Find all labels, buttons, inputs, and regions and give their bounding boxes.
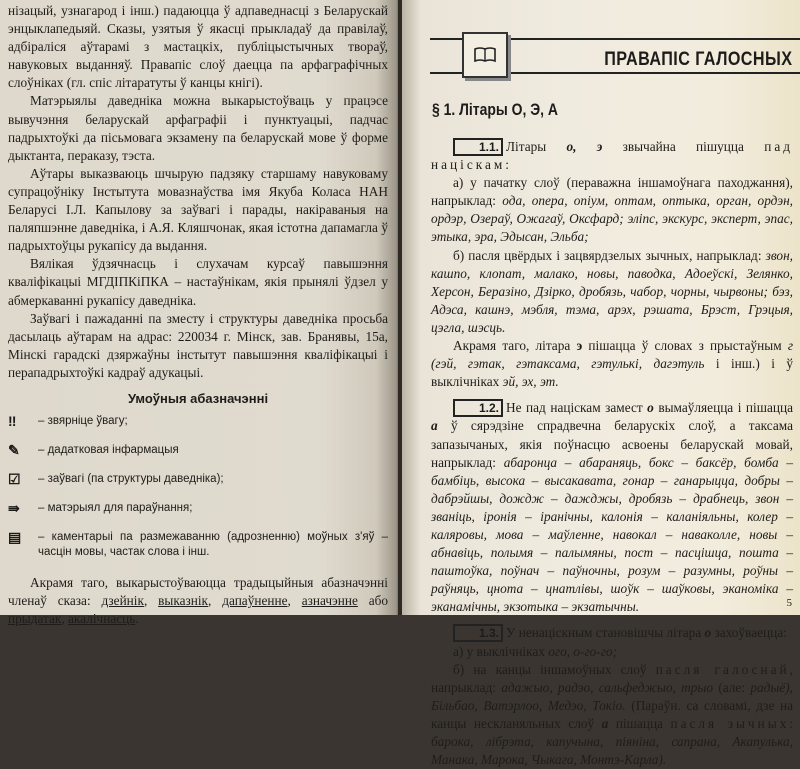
- spaced-text: пасля галоснай: [655, 661, 790, 677]
- text: а) у выклічніках: [453, 643, 549, 659]
- term-predicate: выказнік: [158, 593, 209, 609]
- legend-title: Умоўныя абазначэнні: [127, 390, 269, 406]
- rule-1-2: [431, 399, 793, 616]
- text: ,: [143, 593, 159, 609]
- legend-text: – заўвагі (па структуры даведніка);: [38, 473, 224, 486]
- rule-1-1-extra: [431, 337, 793, 391]
- letter: а: [431, 418, 438, 434]
- text: або: [357, 593, 389, 609]
- chapter-title: ПРАВАПІС ГАЛОСНЫХ: [603, 49, 792, 70]
- text: а) у пачатку слоў (пераважна іншамоўнага паходжання), напрыклад:: [431, 175, 793, 209]
- final-paragraph: [8, 574, 388, 628]
- term-adverbial: акалічнасць: [68, 611, 136, 627]
- paragraph: Аўтары выказваюць шчырую падзяку старшаму навуковаму супрацоўніку Інстытута мовазнаўства імя Якуба Коласа НАН Беларусі І.Л. Капылову за заўвагі і парады, накіраваныя на паляпшэнне даведніка, і А.Я. Кляшчонак, якая істотна дапамагла ў падрыхтоўцы рукапісу да выдання.: [8, 165, 388, 254]
- paragraph: нізацый, узнагарод і інш.) падаюцца ў адпаведнасці з Беларускай энцыклапедыяй. Сказы, узятыя ў якасці прыкладаў да правілаў, адбіраліся аўтарамі з мастацкіх, публіцыстычных твораў, навуковых выданняў. Правапіс слоў даецца па арфаграфічных слоўніках (гл. спіс літаратуты ў канцы кнігі).: [8, 3, 388, 91]
- page-number: 5: [786, 597, 792, 609]
- paragraph: Вялікая ўдзячнасць і слухачам курсаў павышэння кваліфікацыі МГДІПКіПКА – настаўнікам, якія прынялі ўдзел у абмеркаванні рукапісу даведніка.: [8, 256, 388, 308]
- text: Не пад націскам замест: [506, 400, 648, 416]
- examples: абаронца – абараняць, бокс – баксёр, бомба – бамбіць, высока – высакавата, гонар – ганарыцца, добры – дабрэйшы, дождж – дажджы, дробязь – драбнець, звон – званіць, іронія – іранічны, калонія – каланіяльны, колер – каляровы, мова – маўленне, навокал – наваколле, новы – абнавіць, полымя – палымяны, пост – пасцішца, пошта – паштоўка, поўнач – паўночны, розум – разумны, роўны – раўняць, цнота – цнатлівы, шоўк – шаўковы, эканоміка – эканамічны, экзотыка – экзатычны.: [431, 454, 793, 615]
- text: вымаўляецца і пішацца: [653, 400, 794, 416]
- examples: ого, о-го-го;: [548, 643, 618, 659]
- legend-item: [8, 530, 388, 560]
- text: Акрамя таго, літара: [453, 338, 577, 354]
- examples: ода, опера, опіум, оптам, оптыка, орган, ордэн, ордэр, Озераў, Ожагаў, Оксфард; эліпс, экскурс, эксперт, эпас, этыка, эра, Эдысан, Эльба;: [431, 193, 793, 245]
- examples: адажыо, радэо, сальфеджыо, трыо: [501, 679, 714, 695]
- text: ў сярэдзіне спрадвечна беларускіх слоў, а таксама запазычаных, якія поўнасцю асвоены беларускай мовай, напрыклад:: [431, 418, 793, 470]
- text: ,: [61, 611, 69, 627]
- rule-1-3-a: [431, 643, 793, 661]
- text: звычайна пішуцца: [602, 139, 765, 154]
- letter: э: [576, 338, 583, 354]
- term-subject: дзейнік: [101, 593, 144, 609]
- text: , напрыклад:: [431, 661, 793, 695]
- checkbox-icon: ☑: [8, 471, 21, 488]
- double-exclamation-icon: ‼: [8, 413, 17, 430]
- book-gutter: [398, 0, 402, 615]
- spaced-text: пасля зычных: [670, 715, 790, 731]
- text: ,: [208, 593, 223, 609]
- term-object: дапаўненне: [222, 593, 288, 609]
- letter: о: [704, 625, 712, 641]
- examples: барока, лібрэта, капучына, піяніна, сапрана, Акапулька, Манака, Марока, Чыкага, Монтэ-Карла).: [431, 734, 793, 768]
- text: Акрамя таго, выкарыстоўваюцца традыцыйныя абазначэнні членаў сказа:: [8, 575, 388, 609]
- rule-1-1-a: [431, 174, 793, 246]
- arrow-right-icon: ⇛: [8, 500, 20, 517]
- text: захоўваецца:: [711, 625, 787, 641]
- spaced-text: пад націскам:: [431, 139, 793, 173]
- letter: о: [647, 400, 654, 416]
- paragraph: Заўвагі і пажаданні па зместу і структуры даведніка просьба дасылаць аўтарам на адрас: 220034 г. Мінск, зав. Бранявы, 15а, Мінскі гарадскі дзяржаўны інстытут павышэння кваліфікацыі і перападрыхтоўкі кадраў адукацыі.: [8, 310, 388, 380]
- note-pencil-icon: ✎: [8, 442, 20, 459]
- examples: звон, кашпо, клопат, малако, новы, паводка, Адоеўскі, Зелянко, Херсон, Беразіно, Дзірко, дробязь, чабор, чорны, чырвоны; бэз, Адэса, кашнэ, мэбля, тэма, арэх, рэшата, Брэст, Грэцыя, цэгла, шэсць.: [431, 247, 793, 335]
- rule-number: 1.3.: [453, 624, 503, 642]
- text: (Параўн. са словамі, дзе на канцы нескланяльных слоў: [431, 697, 793, 731]
- rule-1-3: [431, 624, 793, 642]
- text: ,: [287, 593, 302, 609]
- text: .: [135, 611, 139, 627]
- examples: эй, эх, эт.: [502, 374, 559, 390]
- legend-item: [8, 443, 388, 458]
- text: (але:: [713, 679, 751, 695]
- rule-1-1-b: [431, 247, 793, 337]
- text: б) пасля цвёрдых і зацвярдзелых зычных, напрыклад:: [453, 247, 766, 263]
- legend-item: [8, 472, 388, 487]
- text: пішацца: [608, 715, 671, 731]
- paragraph: Матэрыялы даведніка можна выкарыстоўваць у працэсе вывучэння беларускай арфаграфіі і пунктуацыі, падчас падрыхтоўкі да пісьмовага экзамену па беларускай мове ў форме дыктанта, пераказу, тэста.: [8, 93, 388, 163]
- letters: о, э: [566, 139, 603, 154]
- text: б) на канцы іншамоўных слоў: [453, 661, 656, 677]
- left-page: [0, 0, 400, 627]
- chapter-header: [430, 32, 800, 74]
- term-attribute: азначэнне: [301, 593, 358, 609]
- text: У ненацiскным становішчы літара: [506, 625, 705, 641]
- examples: радыё), Більбао, Ватэрлоо, Медэо, Токіо.: [431, 679, 793, 713]
- legend-item: [8, 414, 388, 429]
- term-apposition: прыдатак: [8, 611, 62, 627]
- document-icon: ▤: [8, 529, 22, 546]
- text: і інш.) і ў выклічніках: [431, 356, 793, 390]
- book-icon: [462, 32, 508, 78]
- legend-item: [8, 501, 388, 516]
- letter: г: [787, 338, 794, 354]
- legend-text: – дадатковая інфармацыя: [38, 444, 179, 457]
- section-title: § 1. Літары О, Э, А: [432, 100, 558, 119]
- text: :: [789, 715, 793, 731]
- legend-text: – звярніце ўвагу;: [38, 415, 128, 428]
- text: пішацца ў словах з прыстаўным: [582, 338, 788, 354]
- legend-text: – каментарыі па размежаванню (адрозненню) моўных з'яў – часцін мовы, частак слова і інш.: [38, 531, 388, 559]
- legend-text: – матэрыял для параўнання;: [38, 502, 193, 515]
- rule-number: 1.1.: [453, 138, 503, 156]
- rule-1-3-b: [431, 661, 793, 769]
- rule-number: 1.2.: [453, 399, 503, 417]
- rule-1-1: [431, 138, 793, 174]
- examples: (гэй, гэтак, гэтаксама, гэтулькі, дагэтуль: [431, 356, 705, 372]
- text: Літары: [506, 139, 567, 154]
- left-page-text: [8, 2, 388, 628]
- right-page-text: [431, 138, 793, 769]
- letter: а: [601, 715, 609, 731]
